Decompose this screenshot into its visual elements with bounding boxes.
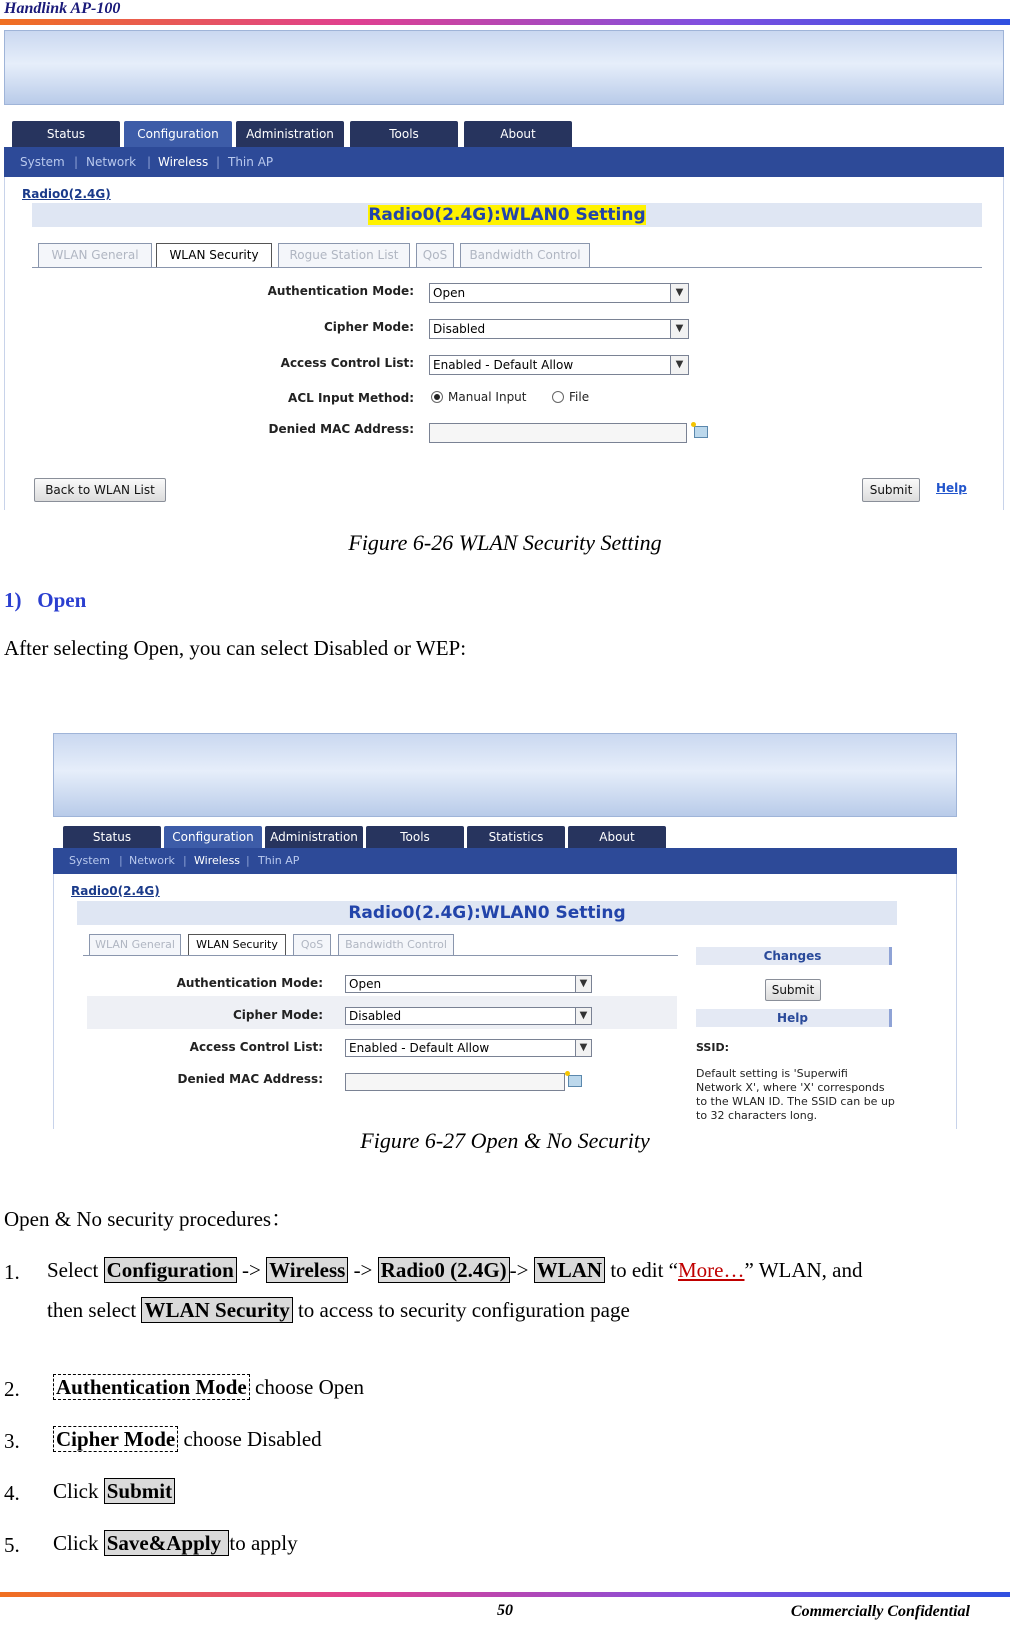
help-header: Help: [696, 1009, 892, 1027]
acl-select[interactable]: Enabled - Default Allow ▼: [429, 355, 689, 375]
back-to-wlan-list-button[interactable]: Back to WLAN List: [34, 478, 166, 502]
add-mac-icon[interactable]: [568, 1075, 582, 1087]
cipher-mode-label: Cipher Mode:: [233, 1008, 323, 1022]
step-4: Click Submit: [53, 1471, 175, 1511]
step-1-number: 1.: [4, 1260, 20, 1284]
subtab-baseline: [32, 267, 982, 268]
figure-caption-6-27: Figure 6-27 Open & No Security: [360, 1128, 650, 1153]
wlan-security-term: WLAN Security: [141, 1297, 292, 1323]
figure-open-no-security-screenshot: [53, 733, 957, 1129]
subnav-thin-ap[interactable]: Thin AP: [258, 854, 300, 867]
auth-mode-label: Authentication Mode:: [176, 976, 323, 990]
radio0-term: Radio0 (2.4G): [378, 1257, 510, 1283]
breadcrumb[interactable]: Radio0(2.4G): [71, 884, 160, 898]
tab-statistics[interactable]: Statistics: [467, 826, 565, 848]
acl-label: Access Control List:: [189, 1040, 323, 1054]
auth-mode-select[interactable]: Open ▼: [345, 975, 592, 993]
figure-wlan-security-screenshot: [4, 30, 1004, 510]
submit-button[interactable]: Submit: [765, 979, 821, 1001]
banner: [53, 733, 957, 817]
ssid-help-label: SSID:: [696, 1041, 729, 1054]
header-rule: [0, 19, 1010, 25]
tab-about[interactable]: About: [568, 826, 666, 848]
step-2-number: 2.: [4, 1377, 20, 1401]
subtab-wlan-general[interactable]: WLAN General: [89, 934, 181, 956]
save-apply-term: Save&Apply: [104, 1530, 230, 1556]
cipher-mode-select[interactable]: Disabled ▼: [345, 1007, 592, 1025]
submit-term: Submit: [104, 1478, 175, 1504]
cipher-mode-term: Cipher Mode: [53, 1426, 178, 1452]
subtab-wlan-security[interactable]: WLAN Security: [188, 934, 286, 956]
auth-mode-select[interactable]: Open ▼: [429, 283, 689, 303]
step-5-number: 5.: [4, 1533, 20, 1557]
acl-input-method-label: ACL Input Method:: [288, 391, 414, 405]
tab-status[interactable]: Status: [12, 121, 120, 147]
more-link[interactable]: More…: [678, 1258, 745, 1282]
step-4-number: 4.: [4, 1481, 20, 1505]
subtab-baseline: [83, 955, 678, 956]
subnav-thin-ap[interactable]: Thin AP: [228, 155, 274, 169]
subnav-wireless[interactable]: Wireless: [194, 854, 241, 867]
subtab-wlan-general[interactable]: WLAN General: [38, 243, 152, 267]
acl-file-radio[interactable]: File: [552, 390, 589, 404]
setting-title: Radio0(2.4G):WLAN0 Setting: [77, 901, 897, 925]
page-number: 50: [497, 1602, 513, 1619]
chevron-down-icon: ▼: [670, 284, 688, 302]
subtab-qos[interactable]: QoS: [416, 243, 454, 267]
wireless-term: Wireless: [266, 1257, 348, 1283]
tab-status[interactable]: Status: [63, 826, 161, 848]
tab-configuration[interactable]: Configuration: [164, 826, 262, 848]
subnav-network[interactable]: Network: [129, 854, 175, 867]
cipher-mode-select[interactable]: Disabled ▼: [429, 319, 689, 339]
tab-configuration[interactable]: Configuration: [124, 121, 232, 147]
tab-administration[interactable]: Administration: [265, 826, 363, 848]
subnav-wireless[interactable]: Wireless: [158, 155, 209, 169]
procedure-title: Open & No security procedures：: [4, 1207, 293, 1231]
subnav: System | Network | Wireless | Thin AP: [53, 848, 957, 874]
section-intro: After selecting Open, you can select Disabled or WEP:: [4, 636, 467, 660]
tab-administration[interactable]: Administration: [236, 121, 344, 147]
help-link[interactable]: Help: [936, 481, 967, 495]
acl-manual-input-radio[interactable]: Manual Input: [431, 390, 527, 404]
denied-mac-input[interactable]: [429, 423, 687, 443]
chevron-down-icon: ▼: [670, 320, 688, 338]
submit-button[interactable]: Submit: [862, 478, 920, 502]
auth-mode-label: Authentication Mode:: [267, 284, 414, 298]
section-heading-open: 1) Open: [4, 588, 87, 612]
add-mac-icon[interactable]: [694, 426, 708, 438]
breadcrumb[interactable]: Radio0(2.4G): [22, 187, 111, 201]
subtab-bandwidth-control[interactable]: Bandwidth Control: [338, 934, 454, 956]
subnav: System | Network | Wireless | Thin AP: [4, 147, 1004, 177]
denied-mac-input[interactable]: [345, 1073, 565, 1091]
step-1: Select Configuration -> Wireless -> Radio0 (2.4G) -> WLAN to edit “More…” WLAN, and then select WLAN Security to access to security configuration page: [47, 1258, 863, 1322]
banner: [4, 30, 1004, 105]
changes-header: Changes: [696, 947, 892, 965]
step-2: Authentication Mode choose Open: [53, 1367, 364, 1407]
tab-tools[interactable]: Tools: [350, 121, 458, 147]
chevron-down-icon: ▼: [575, 1040, 591, 1056]
subtab-bandwidth-control[interactable]: Bandwidth Control: [460, 243, 590, 267]
subtab-wlan-security[interactable]: WLAN Security: [156, 243, 272, 267]
document-header-title: Handlink AP-100: [4, 0, 121, 17]
subnav-system[interactable]: System: [20, 155, 65, 169]
denied-mac-label: Denied MAC Address:: [177, 1072, 323, 1086]
figure-caption-6-26: Figure 6-26 WLAN Security Setting: [348, 530, 662, 555]
confidential-label: Commercially Confidential: [790, 1603, 970, 1620]
chevron-down-icon: ▼: [670, 356, 688, 374]
chevron-down-icon: ▼: [575, 976, 591, 992]
subtab-rogue-station-list[interactable]: Rogue Station List: [278, 243, 410, 267]
step-3-number: 3.: [4, 1429, 20, 1453]
subnav-system[interactable]: System: [69, 854, 111, 867]
tab-tools[interactable]: Tools: [366, 826, 464, 848]
setting-title: Radio0(2.4G):WLAN0 Setting: [32, 203, 982, 227]
configuration-term: Configuration: [104, 1257, 237, 1283]
step-5: Click Save&Apply to apply: [53, 1531, 298, 1555]
authentication-mode-term: Authentication Mode: [53, 1374, 250, 1400]
subtab-qos[interactable]: QoS: [293, 934, 331, 956]
subnav-network[interactable]: Network: [86, 155, 137, 169]
acl-select[interactable]: Enabled - Default Allow ▼: [345, 1039, 592, 1057]
denied-mac-label: Denied MAC Address:: [268, 422, 414, 436]
cipher-mode-label: Cipher Mode:: [324, 320, 414, 334]
chevron-down-icon: ▼: [575, 1008, 591, 1024]
footer-rule: [0, 1592, 1010, 1597]
ssid-help-text: Default setting is 'Superwifi Network X', where 'X' corresponds to the WLAN ID. The SSID can be up to 32 characters long.: [696, 1067, 895, 1122]
acl-label: Access Control List:: [280, 356, 414, 370]
step-3: Cipher Mode choose Disabled: [53, 1419, 322, 1459]
wlan-term: WLAN: [534, 1257, 605, 1283]
tab-about[interactable]: About: [464, 121, 572, 147]
